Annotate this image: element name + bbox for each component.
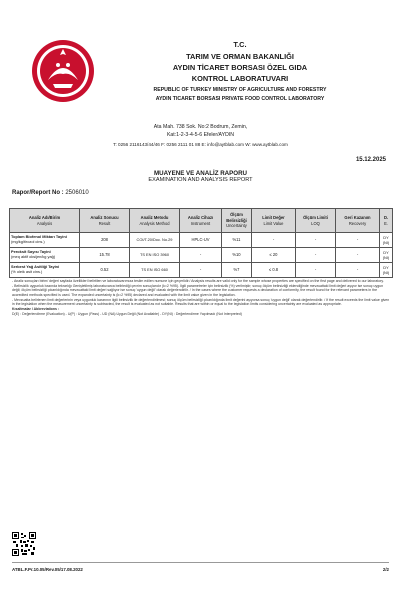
table-row xyxy=(10,233,393,248)
cell-analysis-name: Toplam Biofenol Miktarı Tayini (mg/kg/tirozol cins.) xyxy=(10,233,80,248)
cell-recovery: - xyxy=(336,248,380,263)
cell-uncertainty: %11 xyxy=(222,233,252,248)
col-header-method: Analiz Metodu Analysis Method xyxy=(130,209,180,233)
header-ministry-tr: TARIM VE ORMAN BAKANLIĞI xyxy=(186,52,294,61)
col-header-limit: Limit Değer Limit Value xyxy=(252,209,296,233)
note-validity: - Analiz sonuçları birim/ değeri sayfada özellikleri belirtilen ve laboratuvarımıza teslim edilen numune için geçerlidir./ Analysis results are valid only for the sample whose properties are specified on the first page and delivered to our laboratory. xyxy=(12,279,384,283)
col-header-instrument: Analiz Cihazı Instrument xyxy=(180,209,222,233)
cell-result: 0.52 xyxy=(80,263,130,278)
notes-section xyxy=(12,279,390,316)
cell-evaluation: DY (NI) xyxy=(380,248,393,263)
cell-uncertainty: %7 xyxy=(222,263,252,278)
report-title-tr: MUAYENE VE ANALİZ RAPORU xyxy=(153,170,248,177)
form-code: ATBL.F.Pr.10.05/Rev.05/17.08.2022 xyxy=(12,567,83,572)
report-number xyxy=(12,190,89,196)
page-number: 2/2 xyxy=(382,567,389,572)
cell-method: COI/T.20/Doc. No.29 xyxy=(130,233,180,248)
cell-loq: - xyxy=(296,248,336,263)
cell-method: TS EN ISO 3960 xyxy=(130,248,180,263)
header-org-en: AYDIN TICARET BORSASI PRIVATE FOOD CONTROL LABORATORY xyxy=(155,96,325,102)
qr-code-icon xyxy=(12,532,36,556)
cell-limit: ≤ 20 xyxy=(252,248,296,263)
header-lab-tr: KONTROL LABORATUVARI xyxy=(191,74,289,83)
cell-instrument: HPLC-UV xyxy=(180,233,222,248)
cell-instrument: - xyxy=(180,248,222,263)
table-row xyxy=(10,248,393,263)
col-header-recovery: Geri Kazanım Recovery xyxy=(336,209,380,233)
cell-analysis-name: Serbest Yağ Asitliği Tayini (% oleik asit cins.) xyxy=(10,263,80,278)
cell-recovery: - xyxy=(336,263,380,278)
address-line2: Kat:1-2-3-4-5-6 Efeler/AYDIN xyxy=(166,132,235,138)
cell-recovery: - xyxy=(336,233,380,248)
header-org-tr: AYDIN TİCARET BORSASI ÖZEL GIDA xyxy=(172,63,308,72)
report-number-value: 2506010 xyxy=(65,190,89,196)
col-header-analysis: Analiz Adı/Birim Analysis xyxy=(10,209,80,233)
address-line1: Ata Mah. 738 Sok. No:2 Bodrum, Zemin, xyxy=(153,124,248,130)
cell-uncertainty: %10 xyxy=(222,248,252,263)
cell-instrument: - xyxy=(180,263,222,278)
header-tc: T.C. xyxy=(233,40,247,49)
col-header-loq: Ölçüm Limiti LOQ xyxy=(296,209,336,233)
table-row xyxy=(10,263,393,278)
abbreviations-text: D(E) : Değerlendirme (Evaluation) - U(P) : Uygun (Pass) - UD (NA):Uygun Değil (Not Available) - DY(NI) : Değerlendirme Yapılmadı (Not Interpreted) xyxy=(12,311,242,316)
cell-loq: - xyxy=(296,263,336,278)
report-number-label: Rapor/Report No : xyxy=(12,190,64,196)
cell-result: 208 xyxy=(80,233,130,248)
col-header-uncertainty: Ölçüm Belirsizliği Uncertainty xyxy=(222,209,252,233)
note-conformity: - Mevzuatta belirlenen limit değerlerinin veya uygunluk kararının ilgili belirsizlik ile değerlendirilmesi; sonuç ölçüm belirsizliği çıkarıldığında limit değerini aşıyorsa sonuç 'uygun değil' olarak değerlendirilir. / If the result exceeds the limit value given in the legislation when the measurement uncertainty is subtracted, the result is evaluated as not suitable. Results that are within or equal to the legislation limits considering uncertainty are evaluated as appropriate. xyxy=(12,297,390,307)
header-ministry-en: REPUBLIC OF TURKEY MINISTRY OF AGRICULTURE AND FORESTRY xyxy=(153,87,327,93)
cell-limit: ≤ 0.8 xyxy=(252,263,296,278)
ministry-logo xyxy=(20,36,106,106)
footer-divider xyxy=(12,562,389,563)
cell-analysis-name: Peroksit Sayısı Tayini (meq aktif oksijen/kg yağ) xyxy=(10,248,80,263)
results-table xyxy=(9,208,393,278)
address-contact: T: 0256 2116143/44/46 F: 0256 2111 01 88 E: info@aytblab.com W: www.aytblab.com xyxy=(113,142,288,147)
cell-evaluation: DY (NI) xyxy=(380,233,393,248)
note-uncertainty: - Belirsizlik uygunluk bazında tekrarlığı Genişletilmiş laboratuvarca belirlediği çevrim sonuçlarıdır (k=2 %95). İlgili parametreler için belirsizlik (%) verilmiştir; sonuç ölçüm belirsizliği eklendiğinde mevzuattaki limit değeri aşıyor ise sonuç uygun değil; ölçüm belirsizliği çıkarıldığında mevzuattaki limit değeri sağlıyor ise sonuç 'uygun değil' olarak değerlendirilir. / In the cases where the customer requests a declaration of conformity, the result found for the relevant parameters in the accredited methods specified is used. The expanded uncertainty is (k=2 %95) declared and evaluated with the limit value given in the legislation. xyxy=(12,283,384,297)
col-header-evaluation: D. E. xyxy=(380,209,393,233)
cell-result: 15.78 xyxy=(80,248,130,263)
table-header-row xyxy=(10,209,393,233)
cell-loq: - xyxy=(296,233,336,248)
cell-limit: - xyxy=(252,233,296,248)
abbreviations-label: Kısaltmalar / Abbreviations : xyxy=(12,306,60,311)
cell-method: TS EN ISO 660 xyxy=(130,263,180,278)
report-date: 15.12.2025 xyxy=(355,157,386,163)
logo-seal-icon xyxy=(32,40,94,102)
report-title-en: EXAMINATION AND ANALYSIS REPORT xyxy=(148,177,253,183)
cell-evaluation: DY (NI) xyxy=(380,263,393,278)
col-header-result: Analiz Sonucu Result xyxy=(80,209,130,233)
